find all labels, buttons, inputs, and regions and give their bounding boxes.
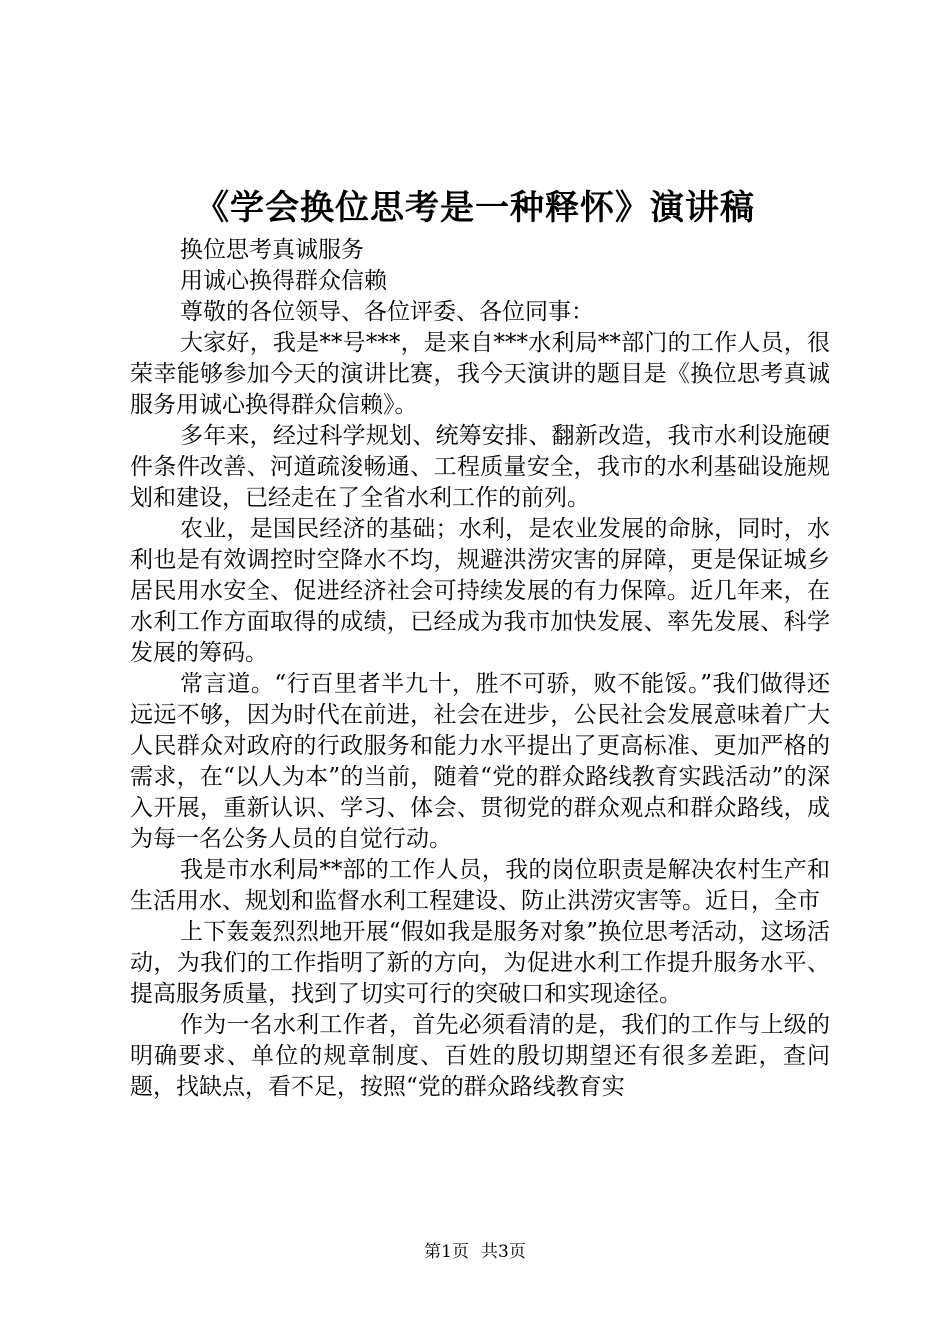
paragraph-salutation: 尊敬的各位领导、各位评委、各位同事： (180, 299, 594, 325)
page-number: 第1页 (424, 1242, 469, 1262)
paragraph-reflection: 作为一名水利工作者，首先必须看清的是，我们的工作与上级的明确要求、单位的规章制度、百姓的殷切期望还有很多差距，查问题，找缺点，看不足，按照“党的群众路线教育实 (130, 1012, 830, 1100)
body-text (130, 235, 830, 1103)
paragraph-introduction: 大家好，我是**号***，是来自***水利局**部门的工作人员，很荣幸能够参加今天的演讲比赛，我今天演讲的题目是《换位思考真诚服务用诚心换得群众信赖》。 (130, 330, 830, 418)
paragraph-proverb: 常言道。“行百里者半九十，胜不可骄，败不能馁。”我们做得还远远不够，因为时代在前进，社会在进步，公民社会发展意味着广大人民群众对政府的行政服务和能力水平提出了更高标准、更加严格的需求，在“以人为本”的当前，随着“党的群众路线教育实践活动”的深入开展，重新认识、学习、体会、贯彻党的群众观点和群众路线，成为每一名公务人员的自觉行动。 (130, 671, 830, 852)
paragraph-achievements: 多年来，经过科学规划、统筹安排、翻新改造，我市水利设施硬件条件改善、河道疏浚畅通、工程质量安全，我市的水利基础设施规划和建设，已经走在了全省水利工作的前列。 (130, 423, 830, 511)
paragraph-subtitle-2: 用诚心换得群众信赖 (180, 268, 387, 294)
paragraph-job-duties: 我是市水利局**部的工作人员，我的岗位职责是解决农村生产和生活用水、规划和监督水利工程建设、防止洪涝灾害等。近日，全市 (130, 857, 830, 914)
paragraph-activity: 上下轰轰烈烈地开展“假如我是服务对象”换位思考活动，这场活动，为我们的工作指明了新的方向，为促进水利工作提升服务水平、提高服务质量，找到了切实可行的突破口和实现途径。 (130, 919, 830, 1007)
page-title: 《学会换位思考是一种释怀》演讲稿 (195, 188, 755, 228)
page-total: 共3页 (481, 1242, 526, 1262)
paragraph-subtitle-1: 换位思考真诚服务 (180, 237, 364, 263)
paragraph-agriculture: 农业，是国民经济的基础；水利，是农业发展的命脉，同时，水利也是有效调控时空降水不均，规避洪涝灾害的屏障，更是保证城乡居民用水安全、促进经济社会可持续发展的有力保障。近几年来，在水利工作方面取得的成绩，已经成为我市加快发展、率先发展、科学发展的筹码。 (130, 516, 830, 666)
page-footer (0, 1240, 950, 1264)
